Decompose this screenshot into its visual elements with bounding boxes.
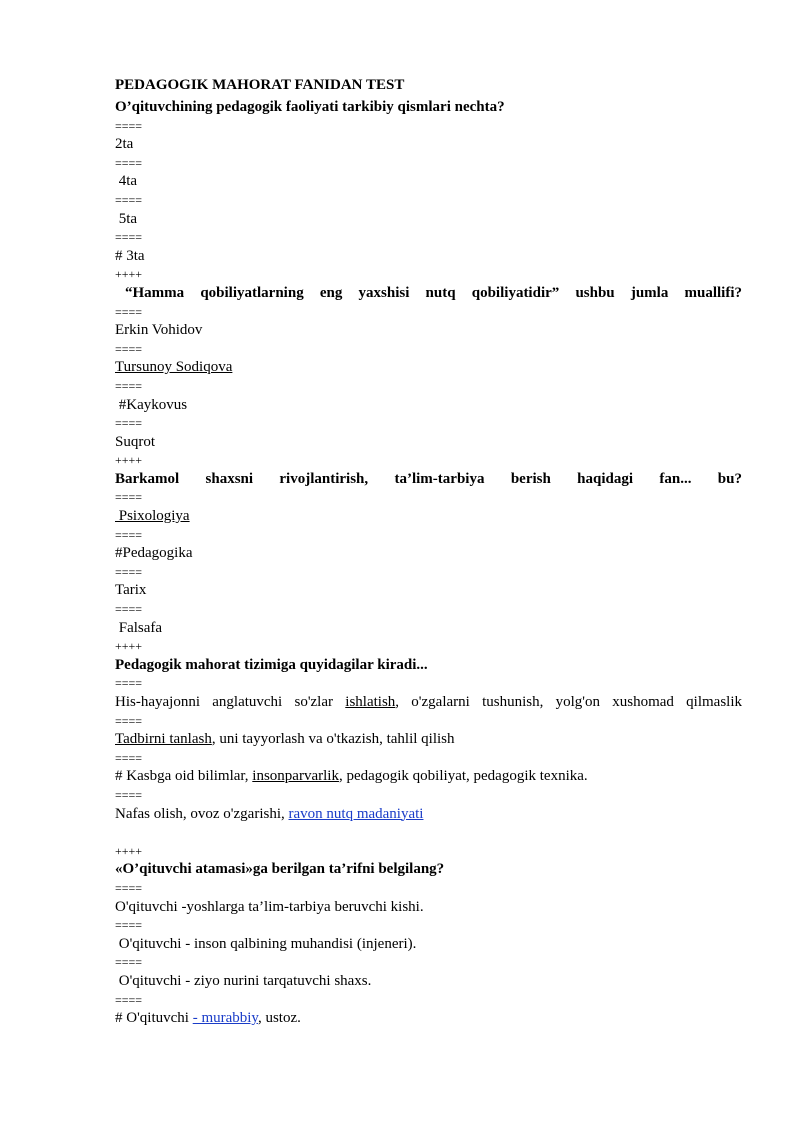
answer-separator: ==== [115, 378, 143, 393]
q4-option-3-correct: # Kasbga oid bilimlar, insonparvarlik, pedagogik qobiliyat, pedagogik texnika. [115, 768, 588, 785]
answer-separator: ==== [115, 564, 143, 579]
q4-option-1: His-hayajonni anglatuvchi so'zlar ishlatish, o'zgalarni tushunish, yolg'on xushomad qilmaslik [115, 694, 742, 710]
question-separator: ++++ [115, 639, 143, 654]
question-separator: ++++ [115, 453, 143, 468]
answer-separator: ==== [115, 992, 143, 1007]
answer-separator: ==== [115, 750, 143, 765]
q4-option-4: Nafas olish, ovoz o'zgarishi, ravon nutq madaniyati [115, 805, 424, 822]
question-4: Pedagogik mahorat tizimiga quyidagilar kiradi... [115, 656, 428, 673]
question-2: “Hamma qobiliyatlarning eng yaxshisi nutq qobiliyatidir” ushbu jumla muallifi? [125, 284, 742, 301]
answer-separator: ==== [115, 416, 143, 431]
answer-separator: ==== [115, 787, 143, 802]
q3-option-3: Tarix [115, 582, 147, 599]
q2-option-2: Tursunoy Sodiqova [115, 359, 233, 376]
question-separator: ++++ [115, 843, 143, 858]
q5-option-1: O'qituvchi -yoshlarga ta’lim-tarbiya beruvchi kishi. [115, 898, 424, 915]
question-5: «O’qituvchi atamasi»ga berilgan ta’rifni belgilang? [115, 861, 445, 878]
blank-line [115, 823, 742, 842]
question-3: Barkamol shaxsni rivojlantirish, ta’lim-tarbiya berish haqidagi fan... bu? [115, 470, 742, 487]
question-separator: ++++ [115, 267, 143, 282]
answer-separator: ==== [115, 676, 143, 691]
answer-separator: ==== [115, 880, 143, 895]
q3-option-1: Psixologiya [115, 508, 190, 525]
answer-separator: ==== [115, 955, 143, 970]
q1-option-3: 5ta [115, 210, 138, 227]
q1-option-2: 4ta [115, 173, 138, 190]
q3-option-4: Falsafa [115, 619, 163, 636]
q2-option-3-correct: #Kaykovus [115, 396, 188, 413]
answer-separator: ==== [115, 918, 143, 933]
q2-option-1: Erkin Vohidov [115, 322, 203, 339]
q2-option-4: Suqrot [115, 433, 156, 450]
answer-separator: ==== [115, 602, 143, 617]
question-1: O’qituvchining pedagogik faoliyati tarkibiy qismlari nechta? [115, 99, 505, 115]
answer-separator: ==== [115, 341, 143, 356]
ravon-nutq-link[interactable]: ravon nutq madaniyati [288, 805, 424, 822]
q3-option-2-correct: #Pedagogika [115, 545, 193, 562]
q1-option-1: 2ta [115, 136, 134, 153]
answer-separator: ==== [115, 713, 143, 728]
document-title: PEDAGOGIK MAHORAT FANIDAN TEST [115, 77, 405, 93]
answer-separator: ==== [115, 230, 143, 245]
answer-separator: ==== [115, 155, 143, 170]
q5-option-2: O'qituvchi - inson qalbining muhandisi (injeneri). [115, 935, 417, 952]
q1-option-4-correct: # 3ta [115, 247, 145, 264]
q5-option-4-correct: # O'qituvchi - murabbiy, ustoz. [115, 1010, 301, 1027]
answer-separator: ==== [115, 304, 143, 319]
answer-separator: ==== [115, 527, 143, 542]
murabbiy-link[interactable]: - murabbiy [192, 1010, 258, 1027]
answer-separator: ==== [115, 118, 143, 133]
q5-option-3: O'qituvchi - ziyo nurini tarqatuvchi shaxs. [115, 972, 372, 989]
answer-separator: ==== [115, 490, 143, 505]
answer-separator: ==== [115, 192, 143, 207]
q4-option-2: Tadbirni tanlash, uni tayyorlash va o'tkazish, tahlil qilish [115, 731, 455, 748]
test-document [115, 76, 742, 1028]
